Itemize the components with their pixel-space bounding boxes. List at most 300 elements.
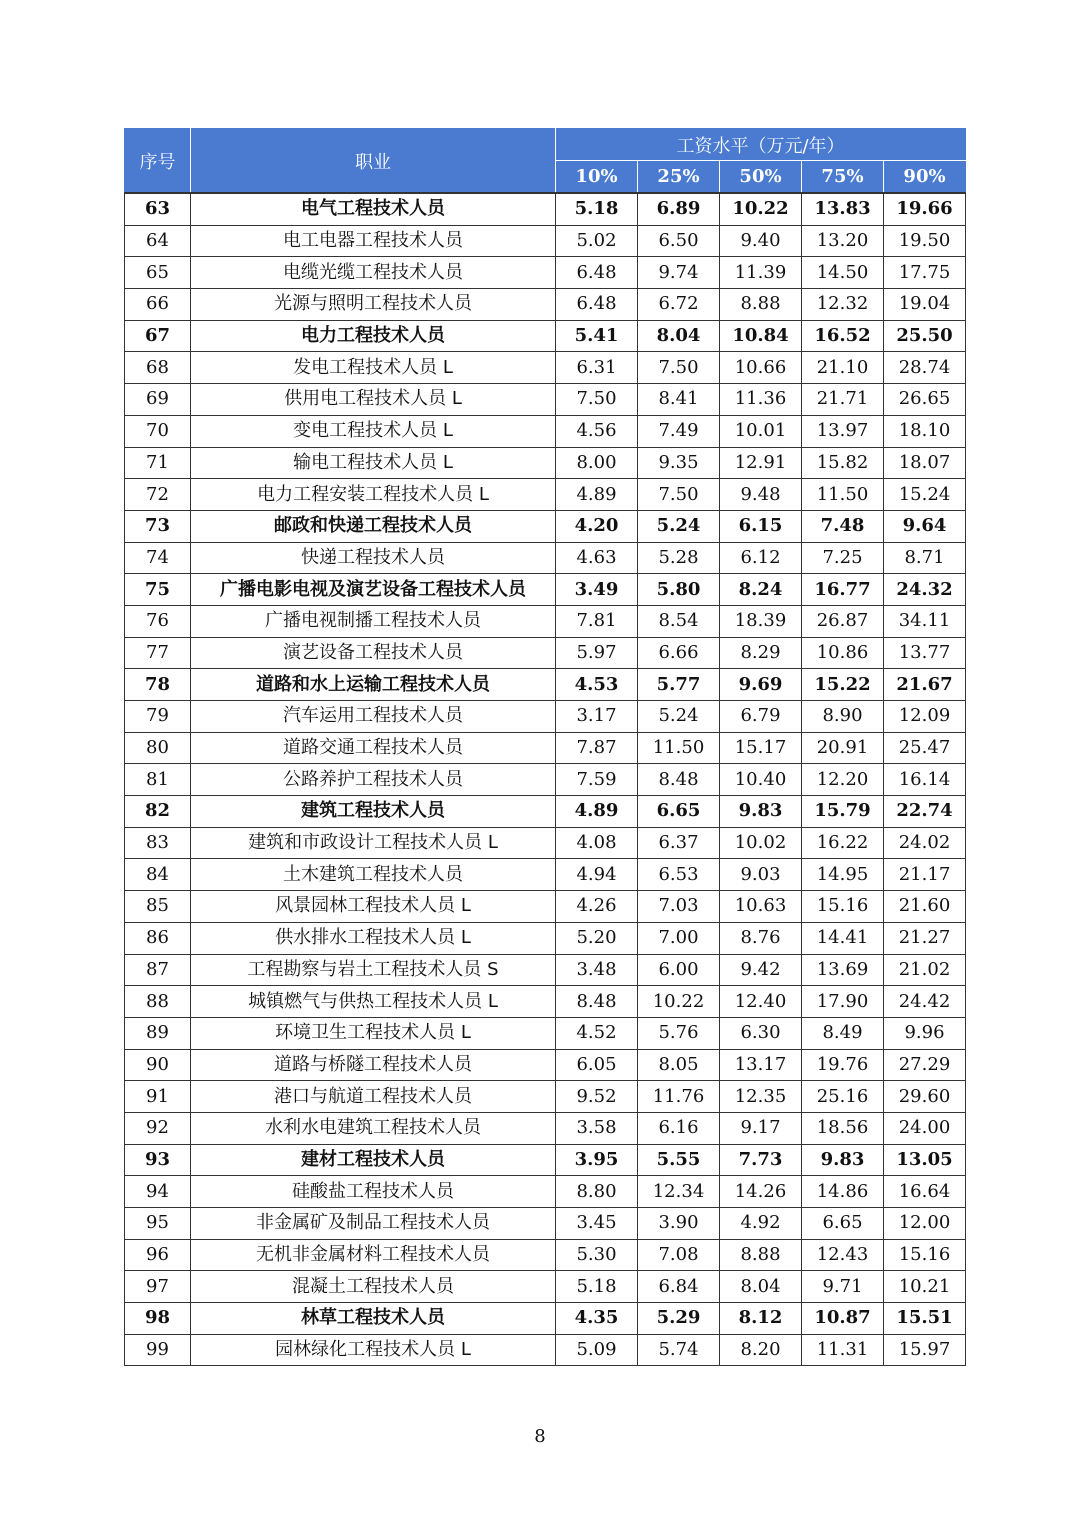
row-number: 78 [125, 669, 191, 701]
occupation-name: 汽车运用工程技术人员 [191, 701, 556, 733]
row-number: 69 [125, 384, 191, 416]
wage-p50: 6.30 [720, 1017, 802, 1049]
wage-p10: 6.31 [556, 352, 638, 384]
occupation-name: 变电工程技术人员 L [191, 415, 556, 447]
occupation-name: 输电工程技术人员 L [191, 447, 556, 479]
wage-p10: 8.48 [556, 986, 638, 1018]
wage-p75: 13.20 [802, 225, 884, 257]
wage-p75: 15.82 [802, 447, 884, 479]
wage-p25: 6.37 [638, 827, 720, 859]
table-row [125, 320, 966, 352]
wage-p25: 7.00 [638, 922, 720, 954]
row-number: 63 [125, 193, 191, 225]
wage-p75: 14.95 [802, 859, 884, 891]
wage-p75: 10.86 [802, 637, 884, 669]
wage-p90: 21.02 [884, 954, 966, 986]
table-row [125, 764, 966, 796]
wage-p25: 5.77 [638, 669, 720, 701]
wage-p75: 18.56 [802, 1112, 884, 1144]
wage-p25: 5.74 [638, 1334, 720, 1366]
table-row [125, 1271, 966, 1303]
wage-p90: 10.21 [884, 1271, 966, 1303]
wage-p10: 5.30 [556, 1239, 638, 1271]
wage-p75: 10.87 [802, 1303, 884, 1335]
wage-p75: 7.25 [802, 542, 884, 574]
wage-p75: 25.16 [802, 1081, 884, 1113]
wage-p10: 4.52 [556, 1017, 638, 1049]
wage-p50: 10.40 [720, 764, 802, 796]
row-number: 86 [125, 922, 191, 954]
occupation-name: 发电工程技术人员 L [191, 352, 556, 384]
wage-p25: 7.03 [638, 891, 720, 923]
row-number: 92 [125, 1112, 191, 1144]
wage-p50: 8.88 [720, 289, 802, 321]
wage-p50: 13.17 [720, 1049, 802, 1081]
table-row [125, 510, 966, 542]
row-number: 73 [125, 510, 191, 542]
wage-p50: 6.79 [720, 701, 802, 733]
table-row [125, 447, 966, 479]
row-number: 79 [125, 701, 191, 733]
table-row [125, 542, 966, 574]
wage-p10: 9.52 [556, 1081, 638, 1113]
occupation-name: 工程勘察与岩土工程技术人员 S [191, 954, 556, 986]
wage-p75: 12.32 [802, 289, 884, 321]
wage-p50: 9.03 [720, 859, 802, 891]
wage-p75: 16.52 [802, 320, 884, 352]
wage-p25: 5.24 [638, 510, 720, 542]
wage-p75: 13.69 [802, 954, 884, 986]
wage-p75: 14.41 [802, 922, 884, 954]
wage-p75: 11.31 [802, 1334, 884, 1366]
wage-p10: 7.81 [556, 605, 638, 637]
wage-p25: 5.28 [638, 542, 720, 574]
wage-p25: 5.55 [638, 1144, 720, 1176]
wage-p25: 6.53 [638, 859, 720, 891]
wage-p75: 9.83 [802, 1144, 884, 1176]
wage-p25: 7.50 [638, 479, 720, 511]
table-row [125, 1112, 966, 1144]
wage-p10: 5.09 [556, 1334, 638, 1366]
wage-p75: 16.22 [802, 827, 884, 859]
wage-p10: 5.97 [556, 637, 638, 669]
wage-p25: 9.35 [638, 447, 720, 479]
wage-p10: 5.20 [556, 922, 638, 954]
wage-p25: 6.66 [638, 637, 720, 669]
wage-p75: 21.10 [802, 352, 884, 384]
wage-p25: 3.90 [638, 1208, 720, 1240]
wage-p90: 19.04 [884, 289, 966, 321]
occupation-name: 混凝土工程技术人员 [191, 1271, 556, 1303]
table-body [125, 193, 966, 1366]
occupation-name: 电力工程安装工程技术人员 L [191, 479, 556, 511]
wage-p75: 15.22 [802, 669, 884, 701]
wage-p90: 16.14 [884, 764, 966, 796]
occupation-name: 供水排水工程技术人员 L [191, 922, 556, 954]
wage-p10: 4.35 [556, 1303, 638, 1335]
table-row [125, 701, 966, 733]
wage-p50: 10.02 [720, 827, 802, 859]
wage-p10: 6.48 [556, 257, 638, 289]
row-number: 97 [125, 1271, 191, 1303]
wage-p75: 15.16 [802, 891, 884, 923]
wage-p10: 4.89 [556, 796, 638, 828]
header-wage-group: 工资水平（万元/年） [556, 129, 966, 161]
wage-p25: 6.65 [638, 796, 720, 828]
row-number: 65 [125, 257, 191, 289]
wage-p10: 8.00 [556, 447, 638, 479]
wage-p75: 8.49 [802, 1017, 884, 1049]
wage-p10: 4.53 [556, 669, 638, 701]
wage-p50: 9.40 [720, 225, 802, 257]
wage-p50: 12.40 [720, 986, 802, 1018]
wage-p25: 7.49 [638, 415, 720, 447]
wage-p50: 11.36 [720, 384, 802, 416]
wage-p90: 18.10 [884, 415, 966, 447]
wage-p50: 15.17 [720, 732, 802, 764]
wage-p10: 4.89 [556, 479, 638, 511]
occupation-name: 供用电工程技术人员 L [191, 384, 556, 416]
occupation-name: 电缆光缆工程技术人员 [191, 257, 556, 289]
wage-p75: 12.43 [802, 1239, 884, 1271]
wage-p10: 7.59 [556, 764, 638, 796]
header-p10: 10% [556, 161, 638, 194]
wage-p90: 26.65 [884, 384, 966, 416]
header-no: 序号 [125, 129, 191, 194]
row-number: 88 [125, 986, 191, 1018]
header-p75: 75% [802, 161, 884, 194]
occupation-name: 广播电影电视及演艺设备工程技术人员 [191, 574, 556, 606]
wage-p90: 9.64 [884, 510, 966, 542]
wage-p75: 7.48 [802, 510, 884, 542]
table-row [125, 954, 966, 986]
table-row [125, 1081, 966, 1113]
wage-p90: 18.07 [884, 447, 966, 479]
table-row [125, 1208, 966, 1240]
wage-p90: 21.27 [884, 922, 966, 954]
wage-p10: 3.95 [556, 1144, 638, 1176]
wage-p50: 8.24 [720, 574, 802, 606]
wage-p90: 8.71 [884, 542, 966, 574]
wage-p10: 5.41 [556, 320, 638, 352]
wage-p90: 24.02 [884, 827, 966, 859]
row-number: 83 [125, 827, 191, 859]
table-row [125, 891, 966, 923]
wage-p75: 17.90 [802, 986, 884, 1018]
wage-p75: 21.71 [802, 384, 884, 416]
wage-p10: 4.56 [556, 415, 638, 447]
row-number: 77 [125, 637, 191, 669]
wage-p25: 5.80 [638, 574, 720, 606]
row-number: 72 [125, 479, 191, 511]
wage-p10: 3.58 [556, 1112, 638, 1144]
occupation-name: 道路与桥隧工程技术人员 [191, 1049, 556, 1081]
table-row [125, 479, 966, 511]
occupation-name: 电力工程技术人员 [191, 320, 556, 352]
wage-p25: 9.74 [638, 257, 720, 289]
wage-p25: 6.72 [638, 289, 720, 321]
wage-p25: 6.50 [638, 225, 720, 257]
wage-p10: 6.48 [556, 289, 638, 321]
wage-p75: 9.71 [802, 1271, 884, 1303]
occupation-name: 建材工程技术人员 [191, 1144, 556, 1176]
row-number: 91 [125, 1081, 191, 1113]
occupation-name: 林草工程技术人员 [191, 1303, 556, 1335]
row-number: 99 [125, 1334, 191, 1366]
table-row [125, 1239, 966, 1271]
row-number: 82 [125, 796, 191, 828]
wage-p10: 3.45 [556, 1208, 638, 1240]
occupation-name: 硅酸盐工程技术人员 [191, 1176, 556, 1208]
row-number: 87 [125, 954, 191, 986]
wage-p10: 4.08 [556, 827, 638, 859]
wage-p50: 8.88 [720, 1239, 802, 1271]
wage-p50: 12.91 [720, 447, 802, 479]
row-number: 81 [125, 764, 191, 796]
page-number: 8 [534, 1426, 546, 1447]
table-row [125, 574, 966, 606]
wage-p10: 6.05 [556, 1049, 638, 1081]
table-row [125, 1303, 966, 1335]
occupation-name: 快递工程技术人员 [191, 542, 556, 574]
wage-p75: 11.50 [802, 479, 884, 511]
wage-p50: 8.29 [720, 637, 802, 669]
wage-p10: 7.87 [556, 732, 638, 764]
row-number: 96 [125, 1239, 191, 1271]
wage-p50: 9.17 [720, 1112, 802, 1144]
row-number: 93 [125, 1144, 191, 1176]
wage-p10: 3.48 [556, 954, 638, 986]
wage-p10: 5.18 [556, 193, 638, 225]
table-row [125, 289, 966, 321]
wage-p25: 8.48 [638, 764, 720, 796]
wage-p75: 15.79 [802, 796, 884, 828]
wage-p50: 4.92 [720, 1208, 802, 1240]
occupation-name: 土木建筑工程技术人员 [191, 859, 556, 891]
wage-p90: 24.00 [884, 1112, 966, 1144]
wage-p50: 9.83 [720, 796, 802, 828]
wage-p90: 19.50 [884, 225, 966, 257]
wage-p25: 5.29 [638, 1303, 720, 1335]
table-row [125, 1144, 966, 1176]
wage-p90: 24.42 [884, 986, 966, 1018]
wage-p50: 18.39 [720, 605, 802, 637]
table-row [125, 1176, 966, 1208]
table-row [125, 732, 966, 764]
occupation-name: 风景园林工程技术人员 L [191, 891, 556, 923]
wage-p25: 6.00 [638, 954, 720, 986]
row-number: 89 [125, 1017, 191, 1049]
wage-p10: 3.17 [556, 701, 638, 733]
wage-p90: 24.32 [884, 574, 966, 606]
wage-p10: 4.20 [556, 510, 638, 542]
row-number: 94 [125, 1176, 191, 1208]
wage-p25: 6.84 [638, 1271, 720, 1303]
wage-p50: 7.73 [720, 1144, 802, 1176]
occupation-name: 港口与航道工程技术人员 [191, 1081, 556, 1113]
row-number: 74 [125, 542, 191, 574]
wage-p50: 10.66 [720, 352, 802, 384]
row-number: 95 [125, 1208, 191, 1240]
wage-p50: 8.76 [720, 922, 802, 954]
row-number: 84 [125, 859, 191, 891]
row-number: 75 [125, 574, 191, 606]
wage-p50: 8.20 [720, 1334, 802, 1366]
wage-p50: 6.12 [720, 542, 802, 574]
wage-p10: 4.94 [556, 859, 638, 891]
wage-p25: 6.89 [638, 193, 720, 225]
wage-p25: 11.76 [638, 1081, 720, 1113]
row-number: 67 [125, 320, 191, 352]
occupation-name: 园林绿化工程技术人员 L [191, 1334, 556, 1366]
wage-p25: 8.05 [638, 1049, 720, 1081]
table-row [125, 1334, 966, 1366]
table-row [125, 225, 966, 257]
header-p25: 25% [638, 161, 720, 194]
wage-p90: 13.05 [884, 1144, 966, 1176]
wage-p75: 26.87 [802, 605, 884, 637]
occupation-name: 城镇燃气与供热工程技术人员 L [191, 986, 556, 1018]
header-job: 职业 [191, 129, 556, 194]
wage-p50: 6.15 [720, 510, 802, 542]
header-p90: 90% [884, 161, 966, 194]
wage-p90: 21.60 [884, 891, 966, 923]
occupation-name: 道路交通工程技术人员 [191, 732, 556, 764]
wage-p75: 14.86 [802, 1176, 884, 1208]
occupation-name: 环境卫生工程技术人员 L [191, 1017, 556, 1049]
wage-p10: 3.49 [556, 574, 638, 606]
wage-p25: 8.04 [638, 320, 720, 352]
wage-p50: 10.01 [720, 415, 802, 447]
table-header [125, 129, 966, 194]
row-number: 80 [125, 732, 191, 764]
wage-p90: 25.47 [884, 732, 966, 764]
wage-p90: 13.77 [884, 637, 966, 669]
wage-p25: 5.24 [638, 701, 720, 733]
wage-p90: 19.66 [884, 193, 966, 225]
table-row [125, 922, 966, 954]
occupation-name: 建筑工程技术人员 [191, 796, 556, 828]
table-row [125, 669, 966, 701]
row-number: 70 [125, 415, 191, 447]
wage-p10: 5.18 [556, 1271, 638, 1303]
wage-p25: 11.50 [638, 732, 720, 764]
wage-p25: 7.50 [638, 352, 720, 384]
wage-p10: 8.80 [556, 1176, 638, 1208]
occupation-name: 公路养护工程技术人员 [191, 764, 556, 796]
row-number: 76 [125, 605, 191, 637]
row-number: 66 [125, 289, 191, 321]
wage-p50: 10.22 [720, 193, 802, 225]
occupation-name: 电工电器工程技术人员 [191, 225, 556, 257]
wage-p90: 27.29 [884, 1049, 966, 1081]
occupation-name: 邮政和快递工程技术人员 [191, 510, 556, 542]
wage-p50: 11.39 [720, 257, 802, 289]
table-row [125, 1017, 966, 1049]
wage-p10: 4.63 [556, 542, 638, 574]
wage-p50: 10.84 [720, 320, 802, 352]
wage-p90: 34.11 [884, 605, 966, 637]
table-row [125, 193, 966, 225]
wage-p50: 12.35 [720, 1081, 802, 1113]
table-row [125, 1049, 966, 1081]
wage-p25: 5.76 [638, 1017, 720, 1049]
wage-p25: 8.54 [638, 605, 720, 637]
wage-p90: 17.75 [884, 257, 966, 289]
wage-p50: 8.12 [720, 1303, 802, 1335]
row-number: 98 [125, 1303, 191, 1335]
table-row [125, 986, 966, 1018]
occupation-name: 无机非金属材料工程技术人员 [191, 1239, 556, 1271]
wage-p75: 16.77 [802, 574, 884, 606]
wage-p25: 7.08 [638, 1239, 720, 1271]
wage-p90: 21.67 [884, 669, 966, 701]
wage-p75: 13.97 [802, 415, 884, 447]
occupation-name: 水利水电建筑工程技术人员 [191, 1112, 556, 1144]
occupation-name: 道路和水上运输工程技术人员 [191, 669, 556, 701]
wage-p50: 9.42 [720, 954, 802, 986]
wage-p75: 13.83 [802, 193, 884, 225]
wage-p75: 19.76 [802, 1049, 884, 1081]
wage-p90: 12.00 [884, 1208, 966, 1240]
wage-p10: 5.02 [556, 225, 638, 257]
wage-p50: 8.04 [720, 1271, 802, 1303]
wage-p75: 8.90 [802, 701, 884, 733]
occupation-name: 非金属矿及制品工程技术人员 [191, 1208, 556, 1240]
wage-p75: 20.91 [802, 732, 884, 764]
header-p50: 50% [720, 161, 802, 194]
wage-p10: 4.26 [556, 891, 638, 923]
wage-p25: 6.16 [638, 1112, 720, 1144]
table-row [125, 415, 966, 447]
wage-p50: 14.26 [720, 1176, 802, 1208]
row-number: 68 [125, 352, 191, 384]
wage-p50: 9.69 [720, 669, 802, 701]
wage-p90: 29.60 [884, 1081, 966, 1113]
row-number: 85 [125, 891, 191, 923]
wage-p90: 9.96 [884, 1017, 966, 1049]
wage-p75: 14.50 [802, 257, 884, 289]
occupation-name: 电气工程技术人员 [191, 193, 556, 225]
table-row [125, 605, 966, 637]
wage-p90: 15.24 [884, 479, 966, 511]
wage-p90: 15.16 [884, 1239, 966, 1271]
table-row [125, 827, 966, 859]
table-row [125, 637, 966, 669]
wage-p90: 21.17 [884, 859, 966, 891]
occupation-name: 建筑和市政设计工程技术人员 L [191, 827, 556, 859]
wage-p90: 25.50 [884, 320, 966, 352]
wage-p25: 8.41 [638, 384, 720, 416]
table-row [125, 384, 966, 416]
wage-p25: 12.34 [638, 1176, 720, 1208]
wage-p90: 28.74 [884, 352, 966, 384]
table-row [125, 352, 966, 384]
wage-p10: 7.50 [556, 384, 638, 416]
wage-p90: 16.64 [884, 1176, 966, 1208]
wage-p25: 10.22 [638, 986, 720, 1018]
wage-p90: 15.97 [884, 1334, 966, 1366]
row-number: 64 [125, 225, 191, 257]
table-row [125, 796, 966, 828]
row-number: 71 [125, 447, 191, 479]
table-row [125, 257, 966, 289]
row-number: 90 [125, 1049, 191, 1081]
occupation-name: 广播电视制播工程技术人员 [191, 605, 556, 637]
wage-p90: 12.09 [884, 701, 966, 733]
occupation-name: 演艺设备工程技术人员 [191, 637, 556, 669]
wage-p50: 9.48 [720, 479, 802, 511]
